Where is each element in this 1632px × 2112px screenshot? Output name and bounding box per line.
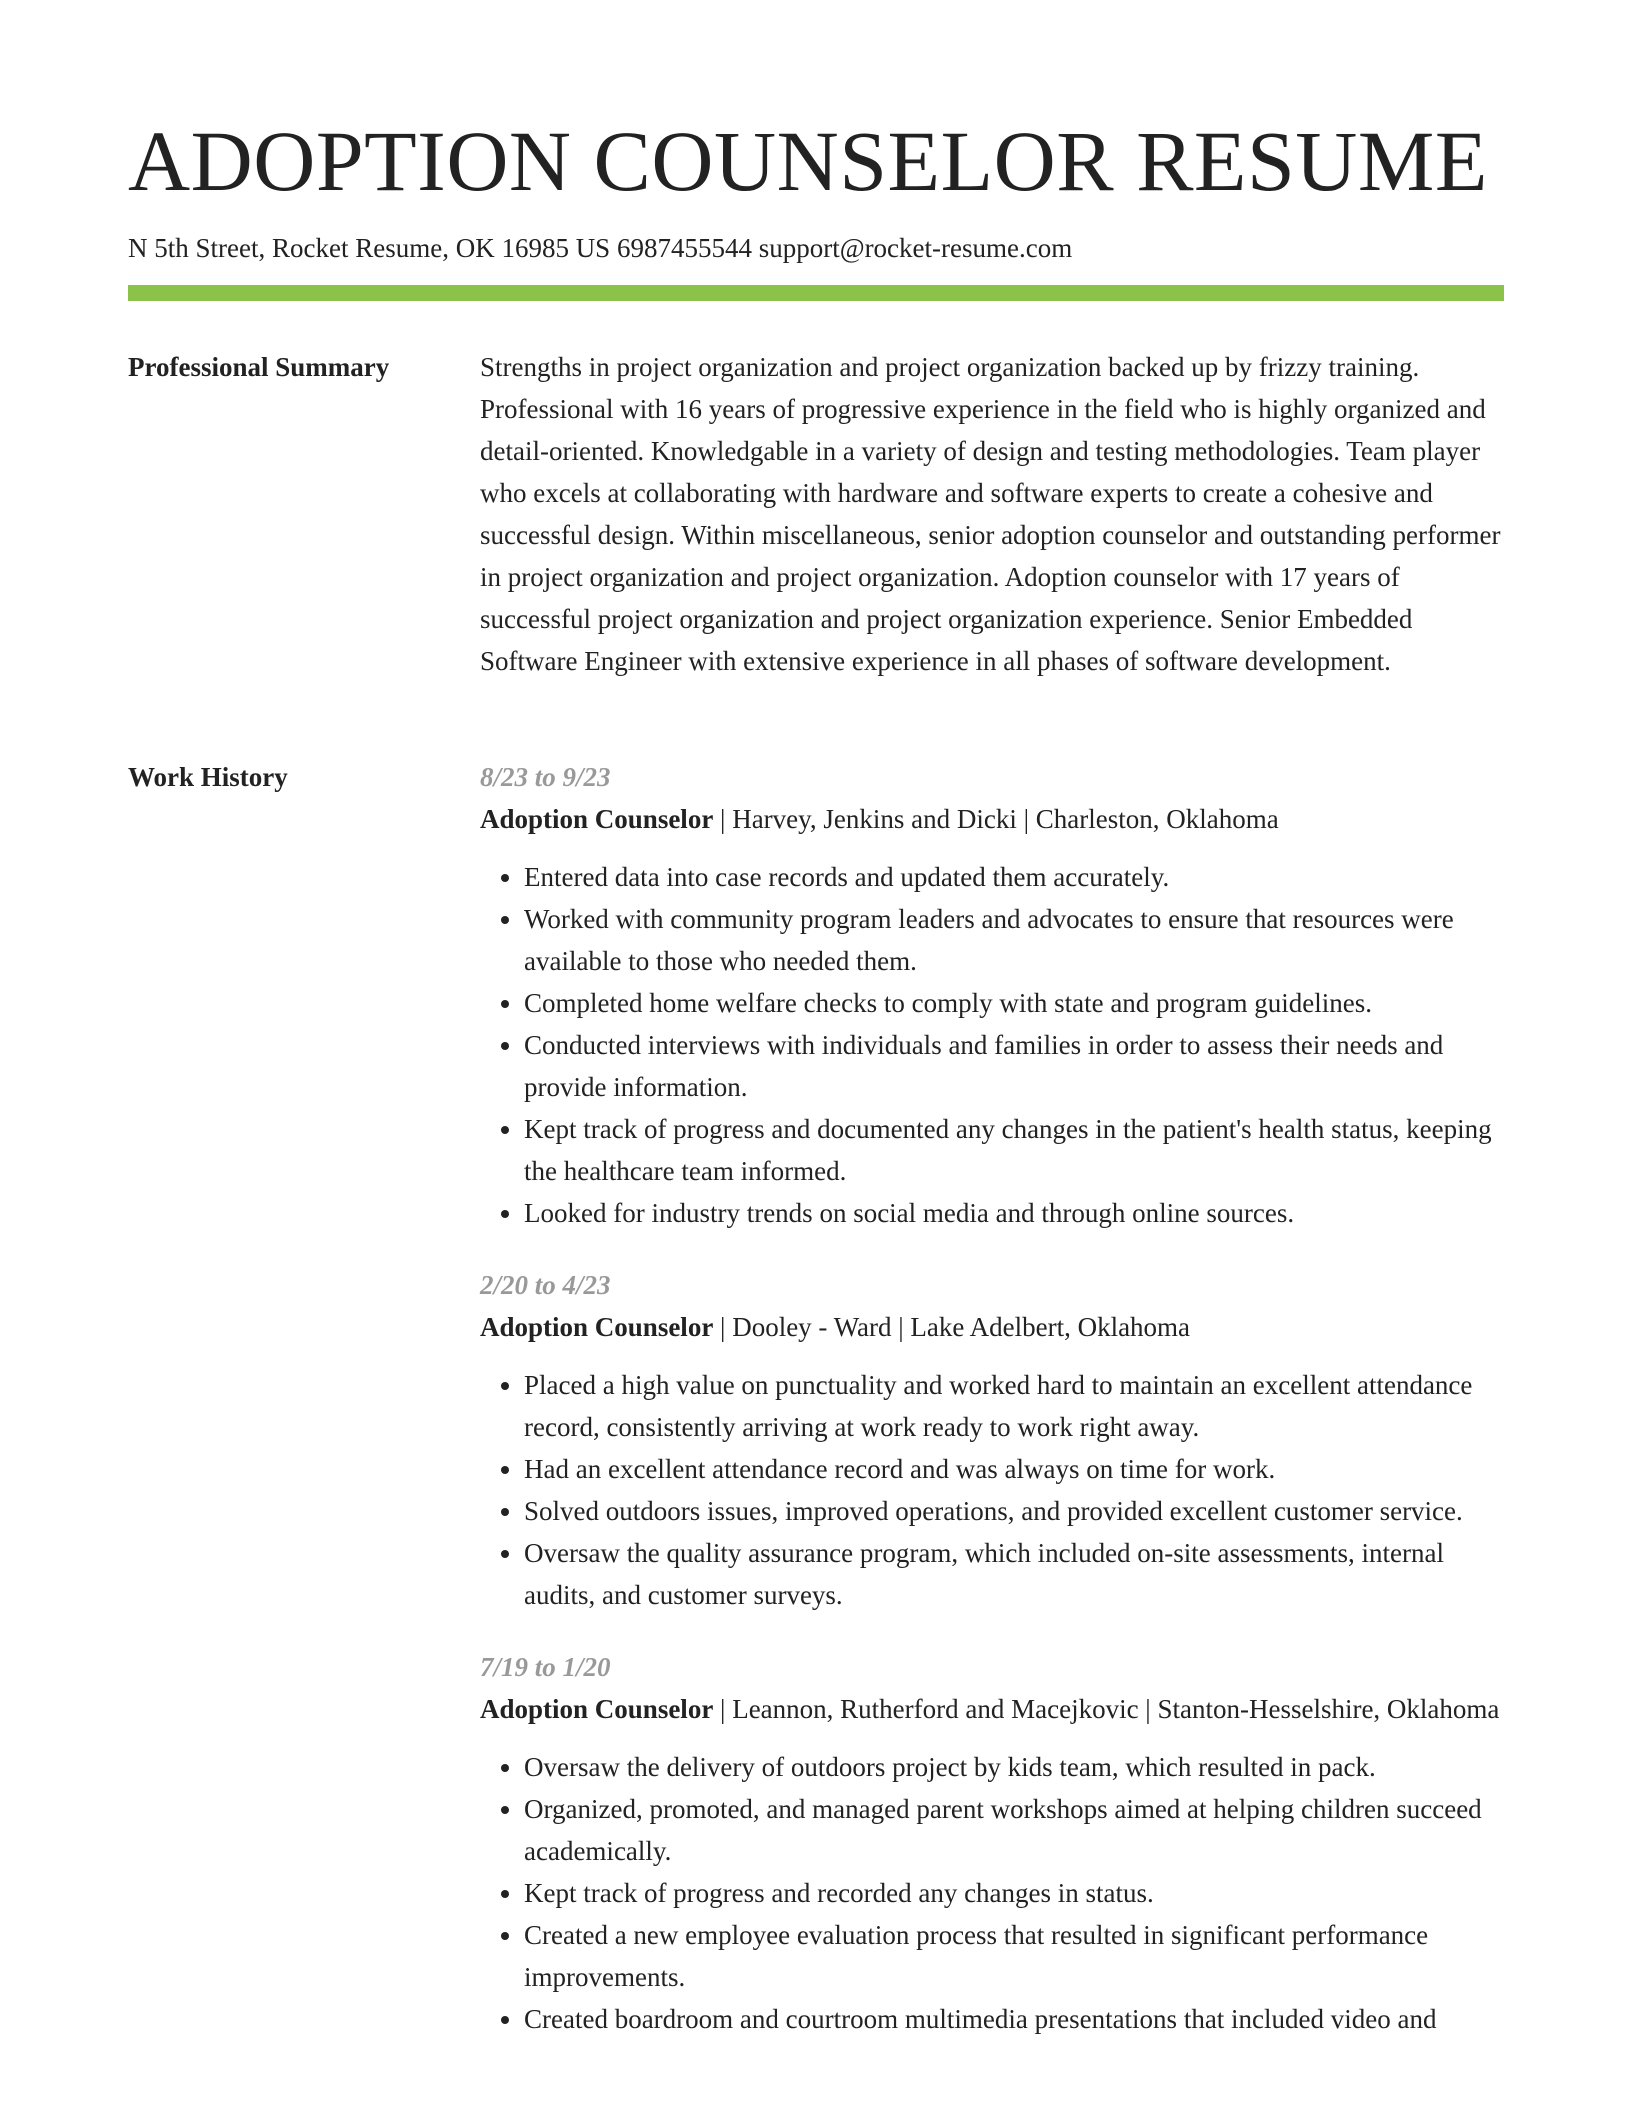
job-entry: [480, 756, 1504, 1234]
job-title: Adoption Counselor: [480, 804, 714, 834]
job-bullet: • Created a new employee evaluation process that resulted in significant performance improvements.: [524, 1914, 1504, 1998]
resume-page: [128, 0, 1504, 2112]
job-bullet: • Kept track of progress and documented any changes in the patient's health status, keeping the healthcare team informed.: [524, 1108, 1504, 1192]
job-title-line: [480, 1688, 1504, 1730]
job-entry: [480, 1646, 1504, 2040]
job-dates: 7/19 to 1/20: [480, 1652, 611, 1682]
summary-text: Strengths in project organization and project organization backed up by frizzy training. Professional with 16 years of progressive experience in the field who is highly organized and detail-oriented. Knowledgable in a variety of design and testing methodologies. Team player who excels at collaborating with hardware and software experts to create a cohesive and successful design. Within miscellaneous, senior adoption counselor and outstanding performer in project organization and project organization. Adoption counselor with 17 years of successful project organization and project organization experience. Senior Embedded Software Engineer with extensive experience in all phases of software development.: [480, 352, 1501, 676]
section-label-work: Work History: [128, 762, 288, 792]
job-bullet: • Completed home welfare checks to comply with state and program guidelines.: [524, 982, 1504, 1024]
job-bullet-list: [480, 856, 1504, 1234]
job-bullet-list: [480, 1364, 1504, 1616]
job-bullet: • Oversaw the quality assurance program, which included on-site assessments, internal audits, and customer surveys.: [524, 1532, 1504, 1616]
job-entry: [480, 1264, 1504, 1616]
page-title: ADOPTION COUNSELOR RESUME: [128, 113, 1488, 209]
accent-divider: [128, 285, 1504, 301]
job-title: Adoption Counselor: [480, 1694, 714, 1724]
job-title-line: [480, 1306, 1504, 1348]
work-history-body: [480, 756, 1504, 2070]
job-bullet: • Had an excellent attendance record and was always on time for work.: [524, 1448, 1504, 1490]
job-title: Adoption Counselor: [480, 1312, 714, 1342]
job-bullet: • Created boardroom and courtroom multimedia presentations that included video and: [524, 1998, 1504, 2040]
section-label-summary: Professional Summary: [128, 352, 390, 382]
job-bullet: • Worked with community program leaders and advocates to ensure that resources were available to those who needed them.: [524, 898, 1504, 982]
job-employer-location: | Dooley - Ward | Lake Adelbert, Oklahoma: [713, 1312, 1191, 1342]
job-title-line: [480, 798, 1504, 840]
job-bullet: • Conducted interviews with individuals and families in order to assess their needs and provide information.: [524, 1024, 1504, 1108]
job-bullet: • Entered data into case records and updated them accurately.: [524, 856, 1504, 898]
job-bullet: • Kept track of progress and recorded any changes in status.: [524, 1872, 1504, 1914]
job-dates: 8/23 to 9/23: [480, 762, 611, 792]
job-employer-location: | Harvey, Jenkins and Dicki | Charleston, Oklahoma: [713, 804, 1279, 834]
summary-body: [480, 346, 1504, 682]
job-dates: 2/20 to 4/23: [480, 1270, 611, 1300]
contact-info: N 5th Street, Rocket Resume, OK 16985 US 6987455544 support@rocket-resume.com: [128, 233, 1073, 263]
job-bullet-list: [480, 1746, 1504, 2040]
job-bullet: • Looked for industry trends on social media and through online sources.: [524, 1192, 1504, 1234]
job-employer-location: | Leannon, Rutherford and Macejkovic | Stanton-Hesselshire, Oklahoma: [713, 1694, 1500, 1724]
job-bullet: • Organized, promoted, and managed parent workshops aimed at helping children succeed academically.: [524, 1788, 1504, 1872]
job-bullet: • Placed a high value on punctuality and worked hard to maintain an excellent attendance record, consistently arriving at work ready to work right away.: [524, 1364, 1504, 1448]
job-bullet: • Oversaw the delivery of outdoors project by kids team, which resulted in pack.: [524, 1746, 1504, 1788]
job-bullet: • Solved outdoors issues, improved operations, and provided excellent customer service.: [524, 1490, 1504, 1532]
